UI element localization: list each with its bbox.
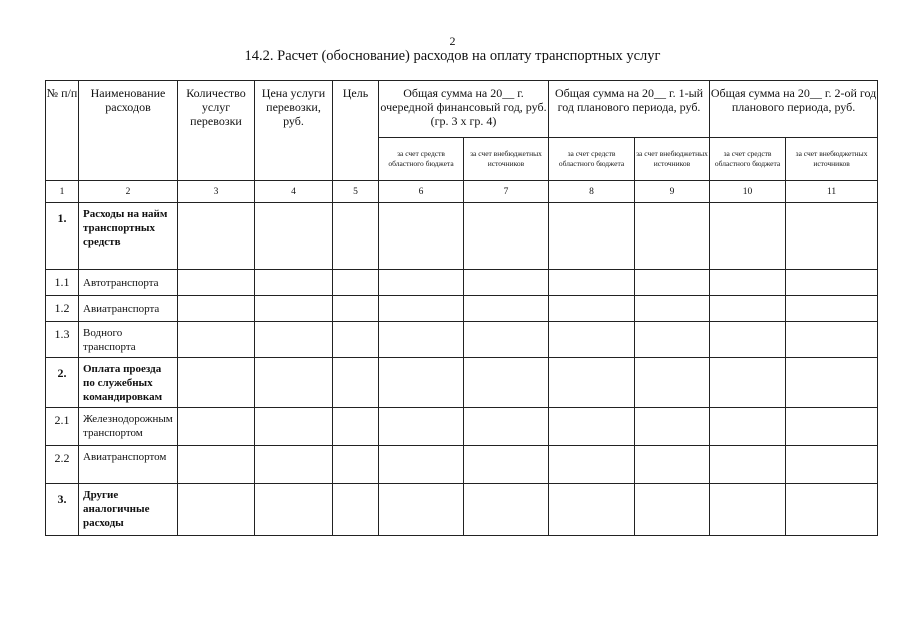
header-group-current-year: Общая сумма на 20__ г. очередной финансовый год, руб. (гр. 3 х гр. 4) xyxy=(379,81,549,138)
column-number: 6 xyxy=(379,181,464,203)
empty-cell xyxy=(178,296,255,322)
subheader-extra: за счет внебюджетных источников xyxy=(464,138,549,181)
empty-cell xyxy=(786,270,878,296)
empty-cell xyxy=(379,296,464,322)
empty-cell xyxy=(635,484,710,536)
empty-cell xyxy=(635,446,710,484)
transport-expenses-table xyxy=(45,80,878,536)
empty-cell xyxy=(549,408,635,446)
empty-cell xyxy=(333,203,379,270)
empty-cell xyxy=(635,408,710,446)
table-row xyxy=(46,322,878,358)
empty-cell xyxy=(464,296,549,322)
empty-cell xyxy=(379,203,464,270)
column-number: 2 xyxy=(79,181,178,203)
column-numbers-row xyxy=(46,181,878,203)
row-name: Авиатранспортом xyxy=(79,446,178,484)
column-number: 5 xyxy=(333,181,379,203)
empty-cell xyxy=(255,296,333,322)
empty-cell xyxy=(464,203,549,270)
empty-cell xyxy=(178,484,255,536)
empty-cell xyxy=(635,270,710,296)
header-name: Наименование расходов xyxy=(79,81,178,181)
empty-cell xyxy=(379,408,464,446)
empty-cell xyxy=(464,270,549,296)
empty-cell xyxy=(464,358,549,408)
empty-cell xyxy=(255,484,333,536)
empty-cell xyxy=(255,270,333,296)
page-title: 14.2. Расчет (обоснование) расходов на оплату транспортных услуг xyxy=(244,48,661,64)
row-name: Водного транспорта xyxy=(79,322,178,358)
empty-cell xyxy=(178,322,255,358)
empty-cell xyxy=(635,358,710,408)
column-number: 1 xyxy=(46,181,79,203)
empty-cell xyxy=(178,203,255,270)
empty-cell xyxy=(379,446,464,484)
subheader-regional: за счет средств областного бюджета xyxy=(379,138,464,181)
empty-cell xyxy=(333,484,379,536)
table-body xyxy=(46,203,878,536)
empty-cell xyxy=(549,446,635,484)
empty-cell xyxy=(333,408,379,446)
row-name: Другие аналогичные расходы xyxy=(79,484,178,536)
header-group-plan-year-1: Общая сумма на 20__ г. 1-ый год планового периода, руб. xyxy=(549,81,710,138)
column-number: 9 xyxy=(635,181,710,203)
row-name: Расходы на найм транспортных средств xyxy=(79,203,178,270)
empty-cell xyxy=(635,296,710,322)
empty-cell xyxy=(635,322,710,358)
row-name: Оплата проезда по служебных командировкам xyxy=(79,358,178,408)
empty-cell xyxy=(549,358,635,408)
empty-cell xyxy=(178,446,255,484)
row-number: 3. xyxy=(46,484,79,536)
empty-cell xyxy=(786,408,878,446)
empty-cell xyxy=(710,446,786,484)
header-quantity: Количество услуг перевозки xyxy=(178,81,255,181)
page-number: 2 xyxy=(449,34,456,48)
column-number: 8 xyxy=(549,181,635,203)
empty-cell xyxy=(333,446,379,484)
row-name: Авиатранспорта xyxy=(79,296,178,322)
row-name: Автотранспорта xyxy=(79,270,178,296)
header-price: Цена услуги перевозки, руб. xyxy=(255,81,333,181)
table-row xyxy=(46,203,878,270)
empty-cell xyxy=(255,446,333,484)
empty-cell xyxy=(710,322,786,358)
empty-cell xyxy=(549,484,635,536)
table-row xyxy=(46,484,878,536)
row-number: 2.2 xyxy=(46,446,79,484)
table-row xyxy=(46,358,878,408)
row-number: 2. xyxy=(46,358,79,408)
row-number: 1.3 xyxy=(46,322,79,358)
table-row xyxy=(46,296,878,322)
empty-cell xyxy=(178,270,255,296)
empty-cell xyxy=(786,203,878,270)
subheader-regional: за счет средств областного бюджета xyxy=(549,138,635,181)
empty-cell xyxy=(549,322,635,358)
subheader-extra: за счет внебюджетных источников xyxy=(635,138,710,181)
empty-cell xyxy=(178,358,255,408)
column-number: 10 xyxy=(710,181,786,203)
table-row xyxy=(46,408,878,446)
empty-cell xyxy=(255,408,333,446)
column-number: 11 xyxy=(786,181,878,203)
empty-cell xyxy=(710,358,786,408)
empty-cell xyxy=(786,296,878,322)
empty-cell xyxy=(710,270,786,296)
header-row xyxy=(46,81,878,138)
empty-cell xyxy=(786,322,878,358)
header-group-plan-year-2: Общая сумма на 20__ г. 2-ой год планового периода, руб. xyxy=(710,81,878,138)
empty-cell xyxy=(255,203,333,270)
row-number: 1.2 xyxy=(46,296,79,322)
empty-cell xyxy=(379,358,464,408)
table-row xyxy=(46,446,878,484)
empty-cell xyxy=(464,446,549,484)
empty-cell xyxy=(379,270,464,296)
table-row xyxy=(46,270,878,296)
empty-cell xyxy=(549,203,635,270)
empty-cell xyxy=(549,270,635,296)
empty-cell xyxy=(333,296,379,322)
empty-cell xyxy=(255,322,333,358)
empty-cell xyxy=(710,296,786,322)
empty-cell xyxy=(549,296,635,322)
empty-cell xyxy=(464,322,549,358)
empty-cell xyxy=(178,408,255,446)
empty-cell xyxy=(710,408,786,446)
empty-cell xyxy=(255,358,333,408)
empty-cell xyxy=(710,484,786,536)
empty-cell xyxy=(379,322,464,358)
empty-cell xyxy=(333,358,379,408)
empty-cell xyxy=(710,203,786,270)
column-number: 4 xyxy=(255,181,333,203)
empty-cell xyxy=(635,203,710,270)
row-number: 1. xyxy=(46,203,79,270)
empty-cell xyxy=(786,358,878,408)
empty-cell xyxy=(333,322,379,358)
subheader-extra: за счет внебюджетных источников xyxy=(786,138,878,181)
row-number: 1.1 xyxy=(46,270,79,296)
column-number: 7 xyxy=(464,181,549,203)
empty-cell xyxy=(464,408,549,446)
column-number: 3 xyxy=(178,181,255,203)
empty-cell xyxy=(333,270,379,296)
empty-cell xyxy=(464,484,549,536)
header-num: № п/п xyxy=(46,81,79,181)
subheader-regional: за счет средств областного бюджета xyxy=(710,138,786,181)
empty-cell xyxy=(786,446,878,484)
empty-cell xyxy=(786,484,878,536)
row-name: Железнодорожным транспортом xyxy=(79,408,178,446)
empty-cell xyxy=(379,484,464,536)
header-purpose: Цель xyxy=(333,81,379,181)
row-number: 2.1 xyxy=(46,408,79,446)
